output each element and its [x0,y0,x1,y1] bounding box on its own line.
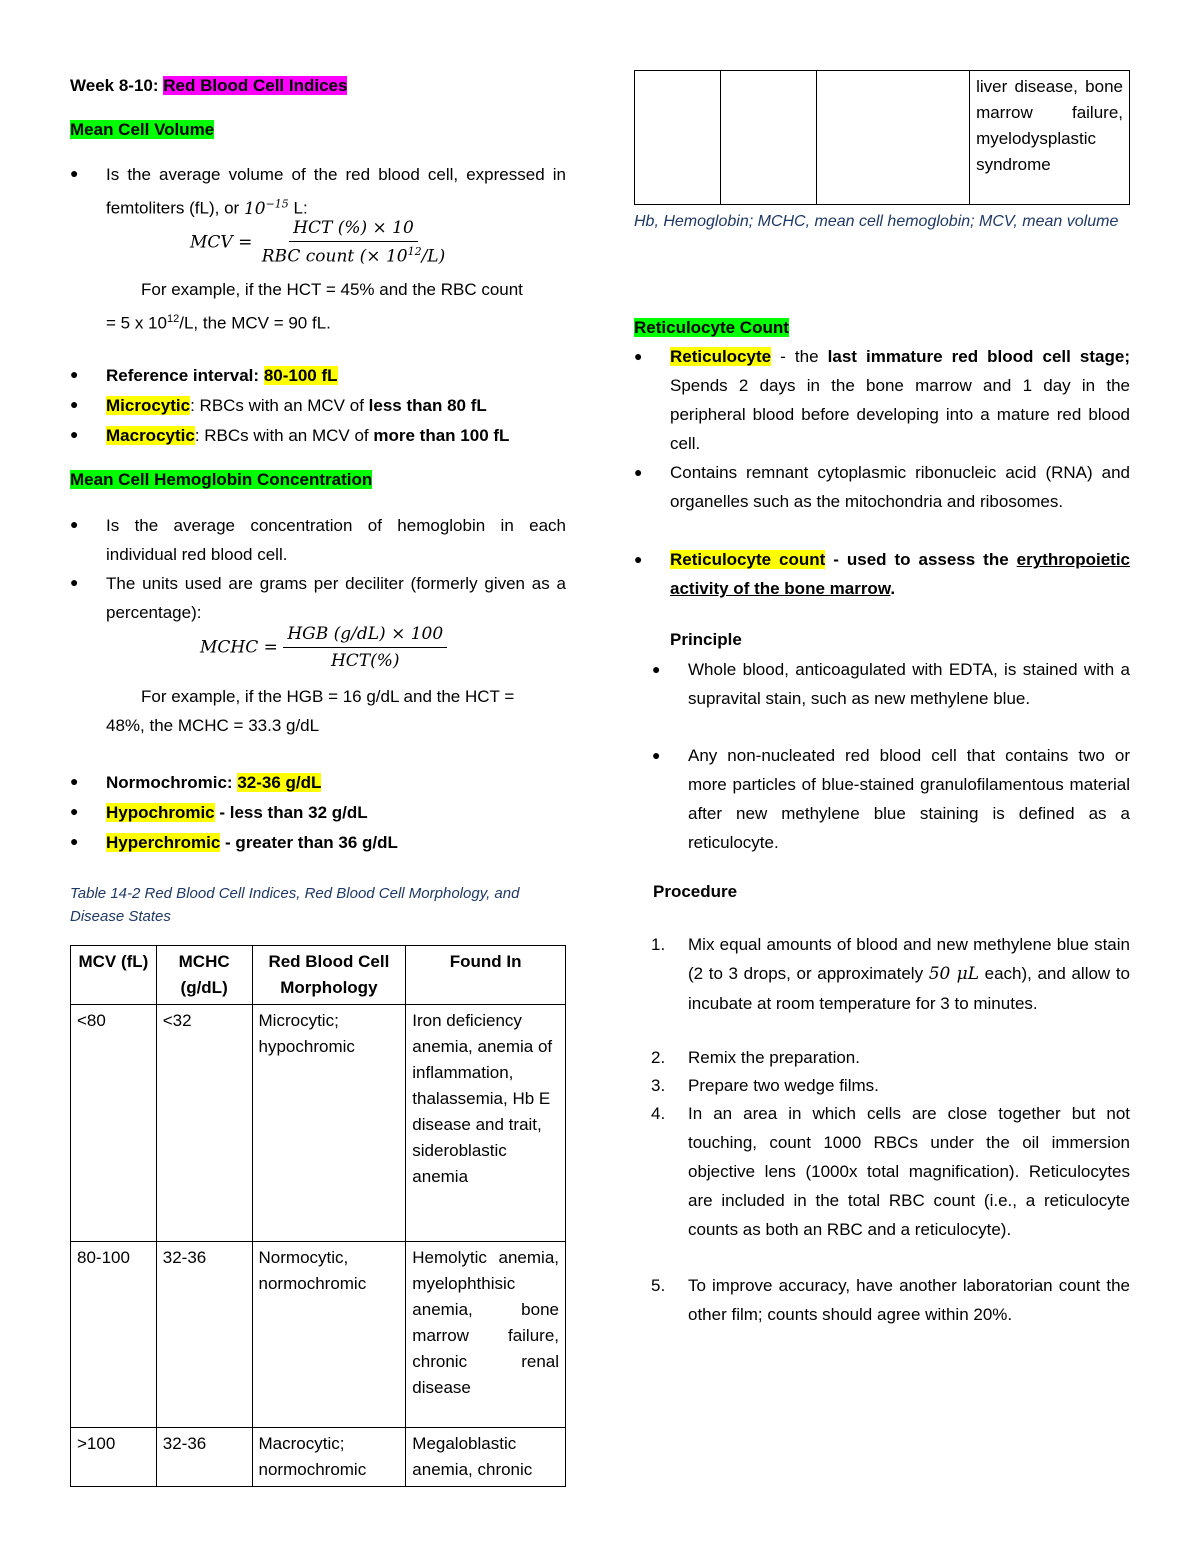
hyperchromic-label: Hyperchromic [106,833,221,852]
table-cell: Microcytic; hypochromic [252,1005,406,1242]
table-cell [816,71,970,205]
mcv-example-a: = 5 x 10 [106,313,167,333]
table-header-row [71,946,566,1005]
mcv-definition [106,160,566,224]
bullet-icon: ● [70,366,79,382]
table-note: Hb, Hemoglobin; MCHC, mean cell hemoglobin; MCV, mean volume [634,213,1119,230]
mcv-reference-label: Reference interval: [106,366,260,385]
table-header: Red Blood Cell Morphology [252,946,406,1005]
procedure-step [688,930,1130,1018]
table-row [635,71,1130,205]
procedure-step: To improve accuracy, have another laboratorian count the other film; counts should agree within 20%. [688,1276,1130,1324]
table-cell: >100 [71,1428,157,1487]
bullet-icon: ● [70,396,79,412]
page-title: Red Blood Cell Indices [163,76,348,95]
table-cell: liver disease, bone marrow failure, myelodysplastic syndrome [970,71,1130,205]
mcv-reference-value: 80-100 fL [263,366,338,385]
table-cell: Iron deficiency anemia, anemia of inflammation, thalassemia, Hb E disease and trait, sideroblastic anemia [406,1005,566,1242]
step-number: 3. [651,1076,666,1095]
mcv-formula-den-sup: 12 [407,245,422,258]
bullet-icon: ● [652,661,661,677]
principle-item: Whole blood, anticoagulated with EDTA, is stained with a supravital stain, such as new methylene blue. [688,660,1130,708]
table-cell: 80-100 [71,1242,157,1428]
mcv-heading [70,115,566,144]
hyperchromic-text: - greater than 36 g/dL [220,833,398,852]
step-number: 2. [651,1048,666,1067]
procedure-step: Remix the preparation. [688,1048,860,1067]
table-cell: <32 [156,1005,252,1242]
table-cell: 32-36 [156,1428,252,1487]
bullet-icon: ● [70,833,79,849]
mcv-reference [106,361,566,390]
table-row [71,1005,566,1242]
step-number: 5. [651,1276,666,1295]
mcv-formula [190,218,449,267]
step-number: 1. [651,935,666,954]
normochromic-value: 32-36 g/dL [237,773,322,792]
mcv-example-line2 [106,305,566,338]
macrocytic-item [106,421,566,450]
indices-table [70,945,566,1487]
hyperchromic-item [106,828,566,857]
bullet-icon: ● [70,773,79,789]
bullet-icon: ● [70,165,79,181]
step-number: 4. [651,1104,666,1123]
mcv-formula-numerator: HCT (%) × 10 [289,218,418,242]
hypochromic-label: Hypochromic [106,803,215,822]
retic-count-underlined: erythropoietic activity of the bone marrow [670,550,1130,598]
hypochromic-text: - less than 32 g/dL [214,803,368,822]
table-cell: 32-36 [156,1242,252,1428]
retic-count-end: . [890,579,896,598]
retic-contents: Contains remnant cytoplasmic ribonucleic acid (RNA) and organelles such as the mitochondria and ribosomes. [670,463,1130,511]
procedure-heading-text: Procedure [653,882,738,901]
bullet-icon: ● [70,516,79,532]
principle-item: Any non-nucleated red blood cell that contains two or more particles of blue-stained granulofilamentous material after new methylene blue staining is defined as a reticulocyte. [688,746,1130,852]
mcv-example-b: /L, the MCV = 90 fL. [179,313,331,333]
retic-heading-text: Reticulocyte Count [634,318,789,337]
mchc-definition: Is the average concentration of hemoglobin in each individual red blood cell. [106,516,566,564]
table-header: MCV (fL) [71,946,157,1005]
mchc-example-line2: 48%, the MCHC = 33.3 g/dL [106,716,320,735]
retic-def-a: - the [771,347,828,366]
mcv-definition-tail: L: [293,198,308,218]
normochromic-label: Normochromic: [106,773,233,792]
mchc-formula-numerator: HGB (g/dL) × 100 [283,624,447,648]
mcv-heading-text: Mean Cell Volume [70,120,215,139]
mcv-formula-denominator [258,242,449,267]
procedure-step-math: 50 μL [928,964,979,984]
mchc-heading [70,465,566,494]
bullet-icon: ● [70,803,79,819]
indices-table-continued [634,70,1130,205]
table-cell [635,71,721,205]
table-header: Found In [406,946,566,1005]
table-row [71,1242,566,1428]
procedure-step: In an area in which cells are close together but not touching, count 1000 RBCs under the oil immersion objective lens (1000x total magnification). Reticulocytes are included in the total RBC count (i.e., a reticulocyte counts as both an RBC and a reticulocyte). [688,1104,1130,1239]
bullet-icon: ● [70,574,79,590]
mcv-formula-den-text: RBC count (× 10 [261,246,408,267]
table-cell: <80 [71,1005,157,1242]
mcv-formula-lhs: MCV = [190,232,253,253]
table-cell: Macrocytic; normochromic [252,1428,406,1487]
mchc-heading-text: Mean Cell Hemoglobin Concentration [70,470,373,489]
mchc-formula-lhs: MCHC = [200,637,278,658]
bullet-icon: ● [634,348,643,364]
retic-heading [634,313,1130,342]
mcv-example-line1: For example, if the HCT = 45% and the RBC count [141,280,523,299]
mchc-formula-denominator: HCT(%) [330,651,400,671]
principle-heading-text: Principle [670,630,742,649]
macrocytic-value: more than 100 fL [373,426,510,445]
mchc-formula [200,624,447,671]
normochromic-item [106,768,566,797]
retic-definition [670,342,1130,458]
retic-label: Reticulocyte [670,347,772,366]
principle-heading [670,625,1130,654]
procedure-step: Prepare two wedge films. [688,1076,879,1095]
mcv-exponent: −15 [265,197,289,210]
table-row [71,1428,566,1487]
page-heading [70,71,566,100]
week-label: Week 8-10: [70,76,159,95]
bullet-icon: ● [70,426,79,442]
microcytic-item [106,391,566,420]
retic-count-item [670,545,1130,603]
table-cell: Hemolytic anemia, myelophthisic anemia, bone marrow failure, chronic renal disease [406,1242,566,1428]
mchc-example-line1: For example, if the HGB = 16 g/dL and the HCT = [141,687,515,706]
mchc-units: The units used are grams per deciliter (formerly given as a percentage): [106,574,566,622]
macrocytic-text: : RBCs with an MCV of [194,426,369,445]
microcytic-label: Microcytic [106,396,191,415]
mcv-formula-den-tail: /L) [421,246,446,267]
mcv-definition-text: Is the average volume of the red blood cell, expressed in femtoliters (fL), or [106,165,566,218]
procedure-heading [653,877,1130,906]
microcytic-value: less than 80 fL [368,396,487,415]
procedure-step-text-b: each), and allow to incubate at room temperature for 3 to minutes. [688,964,1131,1013]
table-header: MCHC (g/dL) [156,946,252,1005]
macrocytic-label: Macrocytic [106,426,195,445]
table-cell: Megaloblastic anemia, chronic [406,1428,566,1487]
bullet-icon: ● [634,464,643,480]
retic-count-label: Reticulocyte count [670,550,826,569]
mcv-example-sup: 12 [166,313,180,325]
retic-def-b: Spends 2 days in the bone marrow and 1 day in the peripheral blood before developing into a mature red blood cell. [670,376,1130,453]
procedure-step-text: Mix equal amounts of blood and new methylene blue stain (2 to 3 drops, or approximately [688,935,1130,983]
table-caption: Table 14-2 Red Blood Cell Indices, Red Blood Cell Morphology, and Disease States [70,885,520,925]
bullet-icon: ● [634,551,643,567]
mcv-exponent-base: 10 [243,198,266,219]
retic-def-bold: last immature red blood cell stage; [827,347,1131,366]
hypochromic-item [106,798,566,827]
retic-count-text: - used to assess the [825,550,1017,569]
microcytic-text: : RBCs with an MCV of [190,396,364,415]
bullet-icon: ● [652,747,661,763]
table-cell [720,71,816,205]
table-cell: Normocytic, normochromic [252,1242,406,1428]
